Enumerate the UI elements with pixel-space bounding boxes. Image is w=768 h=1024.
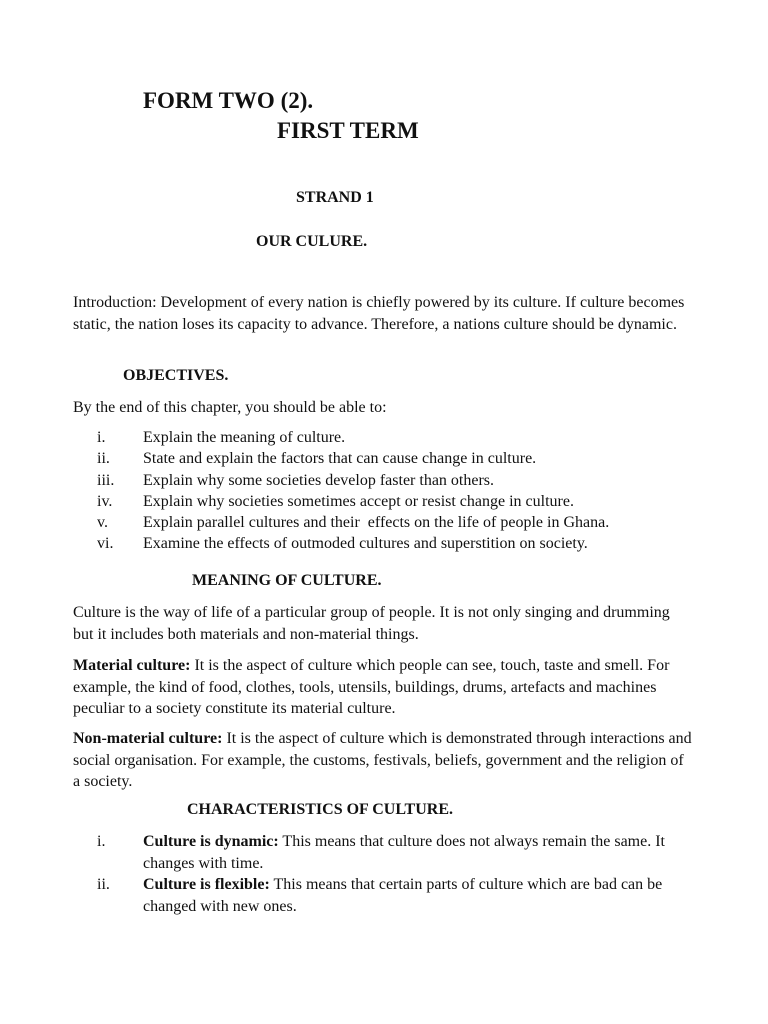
- nonmaterial-culture-paragraph: [73, 728, 693, 793]
- characteristic-lead: Culture is flexible:: [143, 876, 270, 893]
- list-text: Explain why some societies develop faster than others.: [143, 471, 495, 489]
- list-number: ii.: [97, 450, 110, 468]
- term-title: FIRST TERM: [277, 118, 419, 143]
- list-item: [73, 448, 693, 469]
- list-text: State and explain the factors that can cause change in culture.: [143, 450, 537, 468]
- characteristic-text: This means that certain parts of culture which are bad can be changed with new ones.: [143, 876, 663, 915]
- topic-heading: OUR CULURE.: [256, 233, 368, 250]
- list-item: [73, 831, 693, 874]
- list-item: [73, 427, 693, 448]
- list-number: i.: [97, 429, 106, 446]
- list-number: i.: [97, 833, 106, 850]
- strand-heading: STRAND 1: [296, 189, 374, 206]
- objectives-heading: OBJECTIVES.: [123, 367, 229, 384]
- list-text: Explain the meaning of culture.: [143, 429, 346, 446]
- list-text: Explain why societies sometimes accept or resist change in culture.: [143, 492, 574, 510]
- list-number: iv.: [97, 492, 113, 510]
- material-culture-label: Material culture:: [73, 657, 191, 674]
- characteristics-list: [73, 831, 693, 917]
- meaning-heading: MEANING OF CULTURE.: [192, 572, 382, 589]
- list-item: [73, 533, 693, 554]
- list-item: [73, 874, 693, 917]
- objectives-list: [73, 427, 693, 555]
- introduction-paragraph: Introduction: Development of every nation is chiefly powered by its culture. If culture becomes static, the nation loses its capacity to advance. Therefore, a nations culture should be dynamic.: [73, 294, 685, 333]
- material-culture-paragraph: [73, 655, 693, 720]
- list-item: [73, 512, 693, 533]
- list-number: v.: [97, 514, 108, 532]
- characteristic-text: This means that culture does not always remain the same. It changes with time.: [143, 833, 665, 872]
- list-item: [73, 491, 693, 512]
- list-number: vi.: [97, 535, 114, 553]
- characteristic-lead: Culture is dynamic:: [143, 833, 279, 850]
- list-number: ii.: [97, 876, 110, 893]
- list-text: Examine the effects of outmoded cultures and superstition on society.: [143, 535, 588, 553]
- nonmaterial-culture-text: It is the aspect of culture which is demonstrated through interactions and social organisation. For example, the customs, festivals, beliefs, government and the religion of a society.: [73, 730, 692, 790]
- objectives-lead: By the end of this chapter, you should be able to:: [73, 399, 387, 416]
- nonmaterial-culture-label: Non-material culture:: [73, 730, 223, 747]
- material-culture-text: It is the aspect of culture which people can see, touch, taste and smell. For example, the kind of food, clothes, tools, utensils, buildings, drums, artefacts and machines peculiar to a society constitute its material culture.: [73, 657, 670, 717]
- characteristics-heading: CHARACTERISTICS OF CULTURE.: [187, 801, 453, 818]
- culture-definition: Culture is the way of life of a particular group of people. It is not only singing and drumming but it includes both materials and non-material things.: [73, 604, 670, 643]
- list-text: Explain parallel cultures and their effects on the life of people in Ghana.: [143, 514, 610, 532]
- list-item: [73, 470, 693, 491]
- list-number: iii.: [97, 471, 115, 489]
- form-title: FORM TWO (2).: [143, 88, 314, 113]
